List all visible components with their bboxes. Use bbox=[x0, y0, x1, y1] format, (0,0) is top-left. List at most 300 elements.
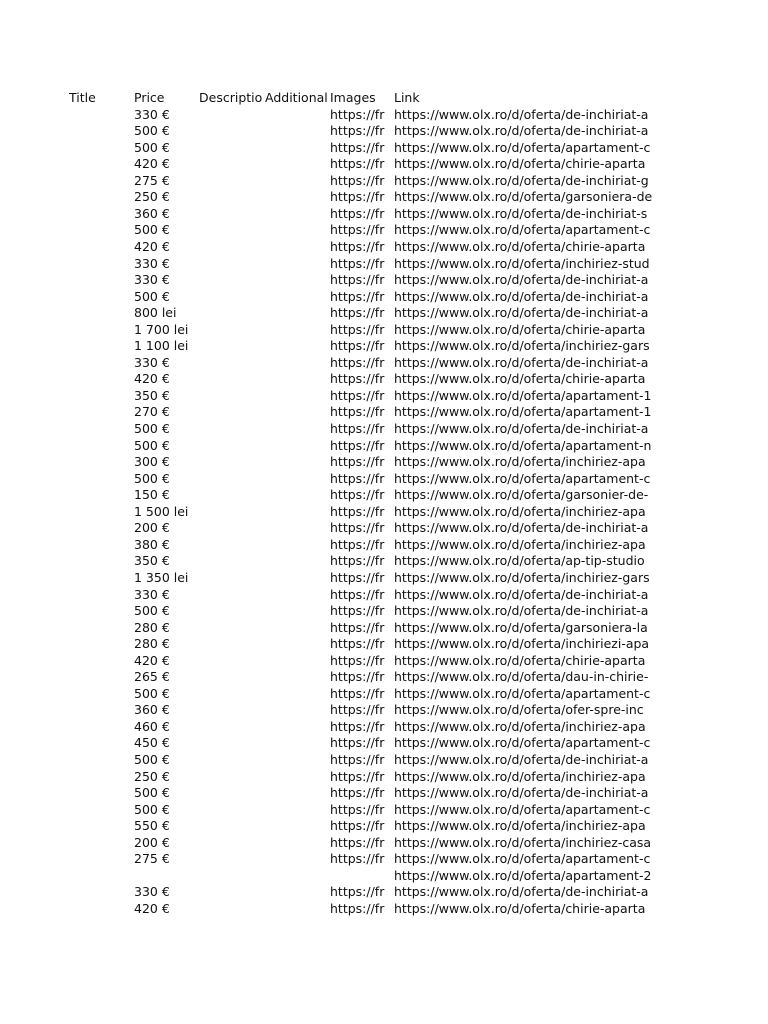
description-cell bbox=[199, 586, 265, 603]
title-cell bbox=[69, 883, 129, 900]
additional-cell bbox=[265, 768, 329, 785]
images-cell: https://fr bbox=[330, 123, 385, 139]
images-cell: https://fr bbox=[330, 321, 385, 337]
description-cell bbox=[199, 486, 265, 503]
images-cell: https://fr bbox=[330, 702, 385, 718]
additional-cell bbox=[265, 271, 329, 288]
additional-cell bbox=[265, 635, 329, 652]
images-cell: https://fr bbox=[330, 536, 385, 552]
link-cell: https://www.olx.ro/d/oferta/chirie-aparta bbox=[394, 321, 646, 337]
description-cell bbox=[199, 602, 265, 619]
images-cell: https://fr bbox=[330, 603, 385, 619]
images-cell: https://fr bbox=[330, 238, 385, 254]
price-cell: 420 € bbox=[134, 900, 170, 916]
description-cell bbox=[199, 834, 265, 851]
title-cell bbox=[69, 172, 129, 189]
images-cell: https://fr bbox=[330, 834, 385, 850]
description-cell bbox=[199, 205, 265, 222]
images-cell: https://fr bbox=[330, 752, 385, 767]
title-cell bbox=[69, 337, 129, 354]
additional-cell bbox=[265, 883, 329, 900]
link-cell: https://www.olx.ro/d/oferta/de-inchiriat-a bbox=[394, 354, 649, 370]
images-cell: https://fr bbox=[330, 900, 385, 916]
link-cell: https://www.olx.ro/d/oferta/de-inchiriat-a bbox=[394, 603, 649, 619]
description-cell bbox=[199, 387, 265, 404]
link-cell: https://www.olx.ro/d/oferta/garsoniera-la bbox=[394, 619, 648, 635]
link-cell: https://www.olx.ro/d/oferta/inchiriez-gars bbox=[394, 338, 650, 354]
description-cell bbox=[199, 768, 265, 785]
link-cell: https://www.olx.ro/d/oferta/de-inchiriat-a bbox=[394, 123, 649, 139]
link-cell: https://www.olx.ro/d/oferta/de-inchiriat-a bbox=[394, 752, 649, 767]
additional-cell bbox=[265, 817, 329, 834]
price-cell: 1 350 lei bbox=[134, 569, 189, 585]
additional-cell bbox=[265, 586, 329, 603]
images-cell: https://fr bbox=[330, 669, 385, 685]
header-price: Price bbox=[134, 90, 165, 105]
additional-cell bbox=[265, 486, 329, 503]
additional-cell bbox=[265, 106, 329, 123]
description-cell bbox=[199, 337, 265, 354]
images-cell: https://fr bbox=[330, 470, 385, 486]
title-cell bbox=[69, 387, 129, 404]
additional-cell bbox=[265, 370, 329, 387]
images-cell: https://fr bbox=[330, 503, 385, 519]
title-cell bbox=[69, 255, 129, 272]
title-cell bbox=[69, 619, 129, 636]
additional-cell bbox=[265, 354, 329, 371]
description-cell bbox=[199, 751, 265, 768]
images-cell: https://fr bbox=[330, 404, 385, 420]
additional-cell bbox=[265, 519, 329, 536]
title-cell bbox=[69, 519, 129, 536]
description-cell bbox=[199, 470, 265, 487]
title-cell bbox=[69, 288, 129, 305]
price-cell: 300 € bbox=[134, 454, 170, 470]
additional-cell bbox=[265, 801, 329, 818]
description-cell bbox=[199, 652, 265, 669]
images-cell: https://fr bbox=[330, 421, 385, 436]
title-cell bbox=[69, 801, 129, 818]
additional-cell bbox=[265, 321, 329, 338]
price-cell: 500 € bbox=[134, 123, 170, 139]
price-cell: 500 € bbox=[134, 801, 170, 817]
link-cell: https://www.olx.ro/d/oferta/chirie-aparta bbox=[394, 371, 646, 387]
link-cell: https://www.olx.ro/d/oferta/de-inchiriat-a bbox=[394, 288, 649, 304]
images-cell: https://fr bbox=[330, 139, 385, 155]
title-cell bbox=[69, 403, 129, 420]
additional-cell bbox=[265, 867, 329, 884]
additional-cell bbox=[265, 188, 329, 205]
description-cell bbox=[199, 701, 265, 718]
description-cell bbox=[199, 536, 265, 553]
price-cell: 330 € bbox=[134, 354, 170, 370]
header-description: Descriptio bbox=[199, 90, 263, 105]
link-cell: https://www.olx.ro/d/oferta/de-inchiriat-s bbox=[394, 205, 648, 221]
images-cell: https://fr bbox=[330, 437, 385, 453]
description-cell bbox=[199, 271, 265, 288]
description-cell bbox=[199, 255, 265, 272]
description-cell bbox=[199, 519, 265, 536]
additional-cell bbox=[265, 685, 329, 702]
link-cell: https://www.olx.ro/d/oferta/inchiriez-apa bbox=[394, 454, 646, 470]
additional-cell bbox=[265, 122, 329, 139]
images-cell: https://fr bbox=[330, 884, 385, 900]
images-cell: https://fr bbox=[330, 818, 385, 834]
title-cell bbox=[69, 817, 129, 834]
images-cell: https://fr bbox=[330, 586, 385, 602]
link-cell: https://www.olx.ro/d/oferta/chirie-aparta bbox=[394, 238, 646, 254]
title-cell bbox=[69, 321, 129, 338]
title-cell bbox=[69, 139, 129, 156]
title-cell bbox=[69, 304, 129, 321]
header-title: Title bbox=[69, 90, 96, 105]
header-images: Images bbox=[330, 90, 376, 105]
additional-cell bbox=[265, 701, 329, 718]
description-cell bbox=[199, 321, 265, 338]
title-cell bbox=[69, 238, 129, 255]
additional-cell bbox=[265, 784, 329, 801]
description-cell bbox=[199, 867, 265, 884]
images-cell: https://fr bbox=[330, 338, 385, 354]
additional-cell bbox=[265, 337, 329, 354]
description-cell bbox=[199, 188, 265, 205]
price-cell: 150 € bbox=[134, 487, 170, 503]
description-cell bbox=[199, 784, 265, 801]
additional-cell bbox=[265, 437, 329, 454]
images-cell: https://fr bbox=[330, 636, 385, 652]
description-cell bbox=[199, 172, 265, 189]
description-cell bbox=[199, 635, 265, 652]
title-cell bbox=[69, 370, 129, 387]
images-cell: https://fr bbox=[330, 718, 385, 734]
price-cell: 250 € bbox=[134, 189, 170, 205]
title-cell bbox=[69, 685, 129, 702]
link-cell: https://www.olx.ro/d/oferta/chirie-aparta bbox=[394, 900, 646, 916]
additional-cell bbox=[265, 205, 329, 222]
link-cell: https://www.olx.ro/d/oferta/de-inchiriat-a bbox=[394, 785, 649, 801]
price-cell: 420 € bbox=[134, 156, 170, 172]
description-cell bbox=[199, 668, 265, 685]
additional-cell bbox=[265, 619, 329, 636]
price-cell: 265 € bbox=[134, 669, 170, 685]
description-cell bbox=[199, 734, 265, 751]
title-cell bbox=[69, 668, 129, 685]
images-cell: https://fr bbox=[330, 305, 385, 321]
link-cell: https://www.olx.ro/d/oferta/inchiriez-apa bbox=[394, 768, 646, 784]
additional-cell bbox=[265, 403, 329, 420]
price-cell: 500 € bbox=[134, 222, 170, 238]
images-cell: https://fr bbox=[330, 156, 385, 172]
price-cell: 500 € bbox=[134, 288, 170, 304]
header-link: Link bbox=[394, 90, 420, 105]
additional-cell bbox=[265, 718, 329, 735]
price-cell: 500 € bbox=[134, 437, 170, 453]
additional-cell bbox=[265, 139, 329, 156]
title-cell bbox=[69, 734, 129, 751]
price-cell: 550 € bbox=[134, 818, 170, 834]
link-cell: https://www.olx.ro/d/oferta/chirie-aparta bbox=[394, 156, 646, 172]
description-cell bbox=[199, 354, 265, 371]
additional-cell bbox=[265, 453, 329, 470]
description-cell bbox=[199, 453, 265, 470]
price-cell: 275 € bbox=[134, 851, 170, 867]
price-cell: 330 € bbox=[134, 106, 170, 122]
title-cell bbox=[69, 486, 129, 503]
title-cell bbox=[69, 205, 129, 222]
images-cell: https://fr bbox=[330, 801, 385, 817]
images-cell: https://fr bbox=[330, 222, 385, 238]
images-cell: https://fr bbox=[330, 106, 385, 122]
price-cell: 460 € bbox=[134, 718, 170, 734]
link-cell: https://www.olx.ro/d/oferta/inchiriez-stud bbox=[394, 255, 650, 271]
additional-cell bbox=[265, 470, 329, 487]
price-cell: 380 € bbox=[134, 536, 170, 552]
description-cell bbox=[199, 801, 265, 818]
price-cell: 500 € bbox=[134, 752, 170, 767]
title-cell bbox=[69, 850, 129, 867]
title-cell bbox=[69, 569, 129, 586]
price-cell: 1 500 lei bbox=[134, 503, 189, 519]
title-cell bbox=[69, 453, 129, 470]
images-cell: https://fr bbox=[330, 768, 385, 784]
title-cell bbox=[69, 437, 129, 454]
images-cell: https://fr bbox=[330, 371, 385, 387]
price-cell: 330 € bbox=[134, 272, 170, 288]
description-cell bbox=[199, 883, 265, 900]
description-cell bbox=[199, 420, 265, 437]
price-cell: 420 € bbox=[134, 238, 170, 254]
link-cell: https://www.olx.ro/d/oferta/inchiriez-gars bbox=[394, 569, 650, 585]
link-cell: https://www.olx.ro/d/oferta/de-inchiriat-a bbox=[394, 586, 649, 602]
additional-cell bbox=[265, 602, 329, 619]
price-cell: 500 € bbox=[134, 139, 170, 155]
title-cell bbox=[69, 602, 129, 619]
link-cell: https://www.olx.ro/d/oferta/apartament-c bbox=[394, 735, 651, 751]
images-cell: https://fr bbox=[330, 387, 385, 403]
price-cell: 420 € bbox=[134, 371, 170, 387]
title-cell bbox=[69, 470, 129, 487]
images-cell: https://fr bbox=[330, 454, 385, 470]
additional-cell bbox=[265, 536, 329, 553]
price-cell: 280 € bbox=[134, 619, 170, 635]
images-cell: https://fr bbox=[330, 553, 385, 569]
images-cell: https://fr bbox=[330, 288, 385, 304]
link-cell: https://www.olx.ro/d/oferta/apartament-n bbox=[394, 437, 652, 453]
description-cell bbox=[199, 139, 265, 156]
images-cell: https://fr bbox=[330, 205, 385, 221]
link-cell: https://www.olx.ro/d/oferta/de-inchiriat-a bbox=[394, 272, 649, 288]
header-additional: Additional bbox=[265, 90, 328, 105]
description-cell bbox=[199, 718, 265, 735]
title-cell bbox=[69, 552, 129, 569]
description-cell bbox=[199, 817, 265, 834]
link-cell: https://www.olx.ro/d/oferta/de-inchiriat-a bbox=[394, 106, 649, 122]
link-cell: https://www.olx.ro/d/oferta/apartament-c bbox=[394, 470, 651, 486]
link-cell: https://www.olx.ro/d/oferta/apartament-c bbox=[394, 851, 651, 867]
images-cell: https://fr bbox=[330, 487, 385, 503]
additional-cell bbox=[265, 155, 329, 172]
description-cell bbox=[199, 155, 265, 172]
title-cell bbox=[69, 420, 129, 437]
title-cell bbox=[69, 536, 129, 553]
images-cell: https://fr bbox=[330, 255, 385, 271]
additional-cell bbox=[265, 552, 329, 569]
price-cell: 200 € bbox=[134, 520, 170, 536]
title-cell bbox=[69, 900, 129, 917]
images-cell: https://fr bbox=[330, 272, 385, 288]
additional-cell bbox=[265, 668, 329, 685]
price-cell: 800 lei bbox=[134, 305, 177, 321]
additional-cell bbox=[265, 734, 329, 751]
images-cell: https://fr bbox=[330, 520, 385, 536]
description-cell bbox=[199, 370, 265, 387]
title-cell bbox=[69, 768, 129, 785]
price-cell: 500 € bbox=[134, 603, 170, 619]
description-cell bbox=[199, 619, 265, 636]
additional-cell bbox=[265, 834, 329, 851]
price-cell: 270 € bbox=[134, 404, 170, 420]
title-cell bbox=[69, 106, 129, 123]
price-cell: 500 € bbox=[134, 685, 170, 701]
link-cell: https://www.olx.ro/d/oferta/ap-tip-studio bbox=[394, 553, 645, 569]
description-cell bbox=[199, 569, 265, 586]
title-cell bbox=[69, 867, 129, 884]
title-cell bbox=[69, 354, 129, 371]
price-cell: 360 € bbox=[134, 702, 170, 718]
link-cell: https://www.olx.ro/d/oferta/apartament-c bbox=[394, 222, 651, 238]
title-cell bbox=[69, 122, 129, 139]
title-cell bbox=[69, 751, 129, 768]
description-cell bbox=[199, 900, 265, 917]
additional-cell bbox=[265, 255, 329, 272]
additional-cell bbox=[265, 304, 329, 321]
images-cell: https://fr bbox=[330, 189, 385, 205]
description-cell bbox=[199, 403, 265, 420]
link-cell: https://www.olx.ro/d/oferta/apartament-c bbox=[394, 139, 651, 155]
title-cell bbox=[69, 271, 129, 288]
description-cell bbox=[199, 437, 265, 454]
link-cell: https://www.olx.ro/d/oferta/apartament-2 bbox=[394, 867, 652, 883]
price-cell: 200 € bbox=[134, 834, 170, 850]
images-cell: https://fr bbox=[330, 172, 385, 188]
additional-cell bbox=[265, 288, 329, 305]
price-cell: 275 € bbox=[134, 172, 170, 188]
link-cell: https://www.olx.ro/d/oferta/apartament-c bbox=[394, 685, 651, 701]
price-cell: 1 100 lei bbox=[134, 338, 189, 354]
price-cell: 350 € bbox=[134, 553, 170, 569]
link-cell: https://www.olx.ro/d/oferta/inchiriez-apa bbox=[394, 503, 646, 519]
link-cell: https://www.olx.ro/d/oferta/de-inchiriat-a bbox=[394, 884, 649, 900]
images-cell: https://fr bbox=[330, 619, 385, 635]
title-cell bbox=[69, 834, 129, 851]
price-cell: 500 € bbox=[134, 421, 170, 436]
additional-cell bbox=[265, 420, 329, 437]
link-cell: https://www.olx.ro/d/oferta/de-inchiriat-a bbox=[394, 520, 649, 536]
title-cell bbox=[69, 718, 129, 735]
additional-cell bbox=[265, 850, 329, 867]
title-cell bbox=[69, 586, 129, 603]
description-cell bbox=[199, 106, 265, 123]
link-cell: https://www.olx.ro/d/oferta/inchiriez-apa bbox=[394, 718, 646, 734]
title-cell bbox=[69, 652, 129, 669]
link-cell: https://www.olx.ro/d/oferta/garsoniera-de bbox=[394, 189, 653, 205]
images-cell: https://fr bbox=[330, 354, 385, 370]
link-cell: https://www.olx.ro/d/oferta/inchiriez-casa bbox=[394, 834, 652, 850]
images-cell: https://fr bbox=[330, 685, 385, 701]
link-cell: https://www.olx.ro/d/oferta/inchiriezi-apa bbox=[394, 636, 650, 652]
link-cell: https://www.olx.ro/d/oferta/inchiriez-apa bbox=[394, 536, 646, 552]
price-cell: 500 € bbox=[134, 470, 170, 486]
link-cell: https://www.olx.ro/d/oferta/apartament-c bbox=[394, 801, 651, 817]
additional-cell bbox=[265, 751, 329, 768]
price-cell: 330 € bbox=[134, 586, 170, 602]
price-cell: 330 € bbox=[134, 884, 170, 900]
price-cell: 420 € bbox=[134, 652, 170, 668]
price-cell: 360 € bbox=[134, 205, 170, 221]
link-cell: https://www.olx.ro/d/oferta/apartament-1 bbox=[394, 387, 652, 403]
price-cell: 350 € bbox=[134, 387, 170, 403]
link-cell: https://www.olx.ro/d/oferta/de-inchiriat-a bbox=[394, 305, 649, 321]
link-cell: https://www.olx.ro/d/oferta/chirie-aparta bbox=[394, 652, 646, 668]
title-cell bbox=[69, 188, 129, 205]
description-cell bbox=[199, 850, 265, 867]
description-cell bbox=[199, 552, 265, 569]
title-cell bbox=[69, 221, 129, 238]
additional-cell bbox=[265, 900, 329, 917]
price-cell: 1 700 lei bbox=[134, 321, 189, 337]
link-cell: https://www.olx.ro/d/oferta/inchiriez-apa bbox=[394, 818, 646, 834]
description-cell bbox=[199, 503, 265, 520]
images-cell: https://fr bbox=[330, 735, 385, 751]
description-cell bbox=[199, 304, 265, 321]
title-cell bbox=[69, 784, 129, 801]
price-cell bbox=[134, 867, 196, 884]
price-cell: 500 € bbox=[134, 785, 170, 801]
link-cell: https://www.olx.ro/d/oferta/de-inchiriat-a bbox=[394, 421, 649, 436]
price-cell: 330 € bbox=[134, 255, 170, 271]
link-cell: https://www.olx.ro/d/oferta/garsonier-de- bbox=[394, 487, 649, 503]
description-cell bbox=[199, 122, 265, 139]
link-cell: https://www.olx.ro/d/oferta/apartament-1 bbox=[394, 404, 652, 420]
additional-cell bbox=[265, 238, 329, 255]
images-cell bbox=[330, 867, 388, 884]
link-cell: https://www.olx.ro/d/oferta/dau-in-chirie- bbox=[394, 669, 649, 685]
description-cell bbox=[199, 221, 265, 238]
images-cell: https://fr bbox=[330, 851, 385, 867]
images-cell: https://fr bbox=[330, 785, 385, 801]
title-cell bbox=[69, 635, 129, 652]
title-cell bbox=[69, 503, 129, 520]
additional-cell bbox=[265, 652, 329, 669]
price-cell: 250 € bbox=[134, 768, 170, 784]
link-cell: https://www.olx.ro/d/oferta/de-inchiriat-g bbox=[394, 172, 649, 188]
description-cell bbox=[199, 238, 265, 255]
images-cell: https://fr bbox=[330, 652, 385, 668]
link-cell: https://www.olx.ro/d/oferta/ofer-spre-inc bbox=[394, 702, 644, 718]
additional-cell bbox=[265, 569, 329, 586]
additional-cell bbox=[265, 172, 329, 189]
title-cell bbox=[69, 155, 129, 172]
additional-cell bbox=[265, 221, 329, 238]
images-cell: https://fr bbox=[330, 569, 385, 585]
additional-cell bbox=[265, 387, 329, 404]
description-cell bbox=[199, 685, 265, 702]
price-cell: 450 € bbox=[134, 735, 170, 751]
additional-cell bbox=[265, 503, 329, 520]
price-cell: 280 € bbox=[134, 636, 170, 652]
title-cell bbox=[69, 701, 129, 718]
description-cell bbox=[199, 288, 265, 305]
